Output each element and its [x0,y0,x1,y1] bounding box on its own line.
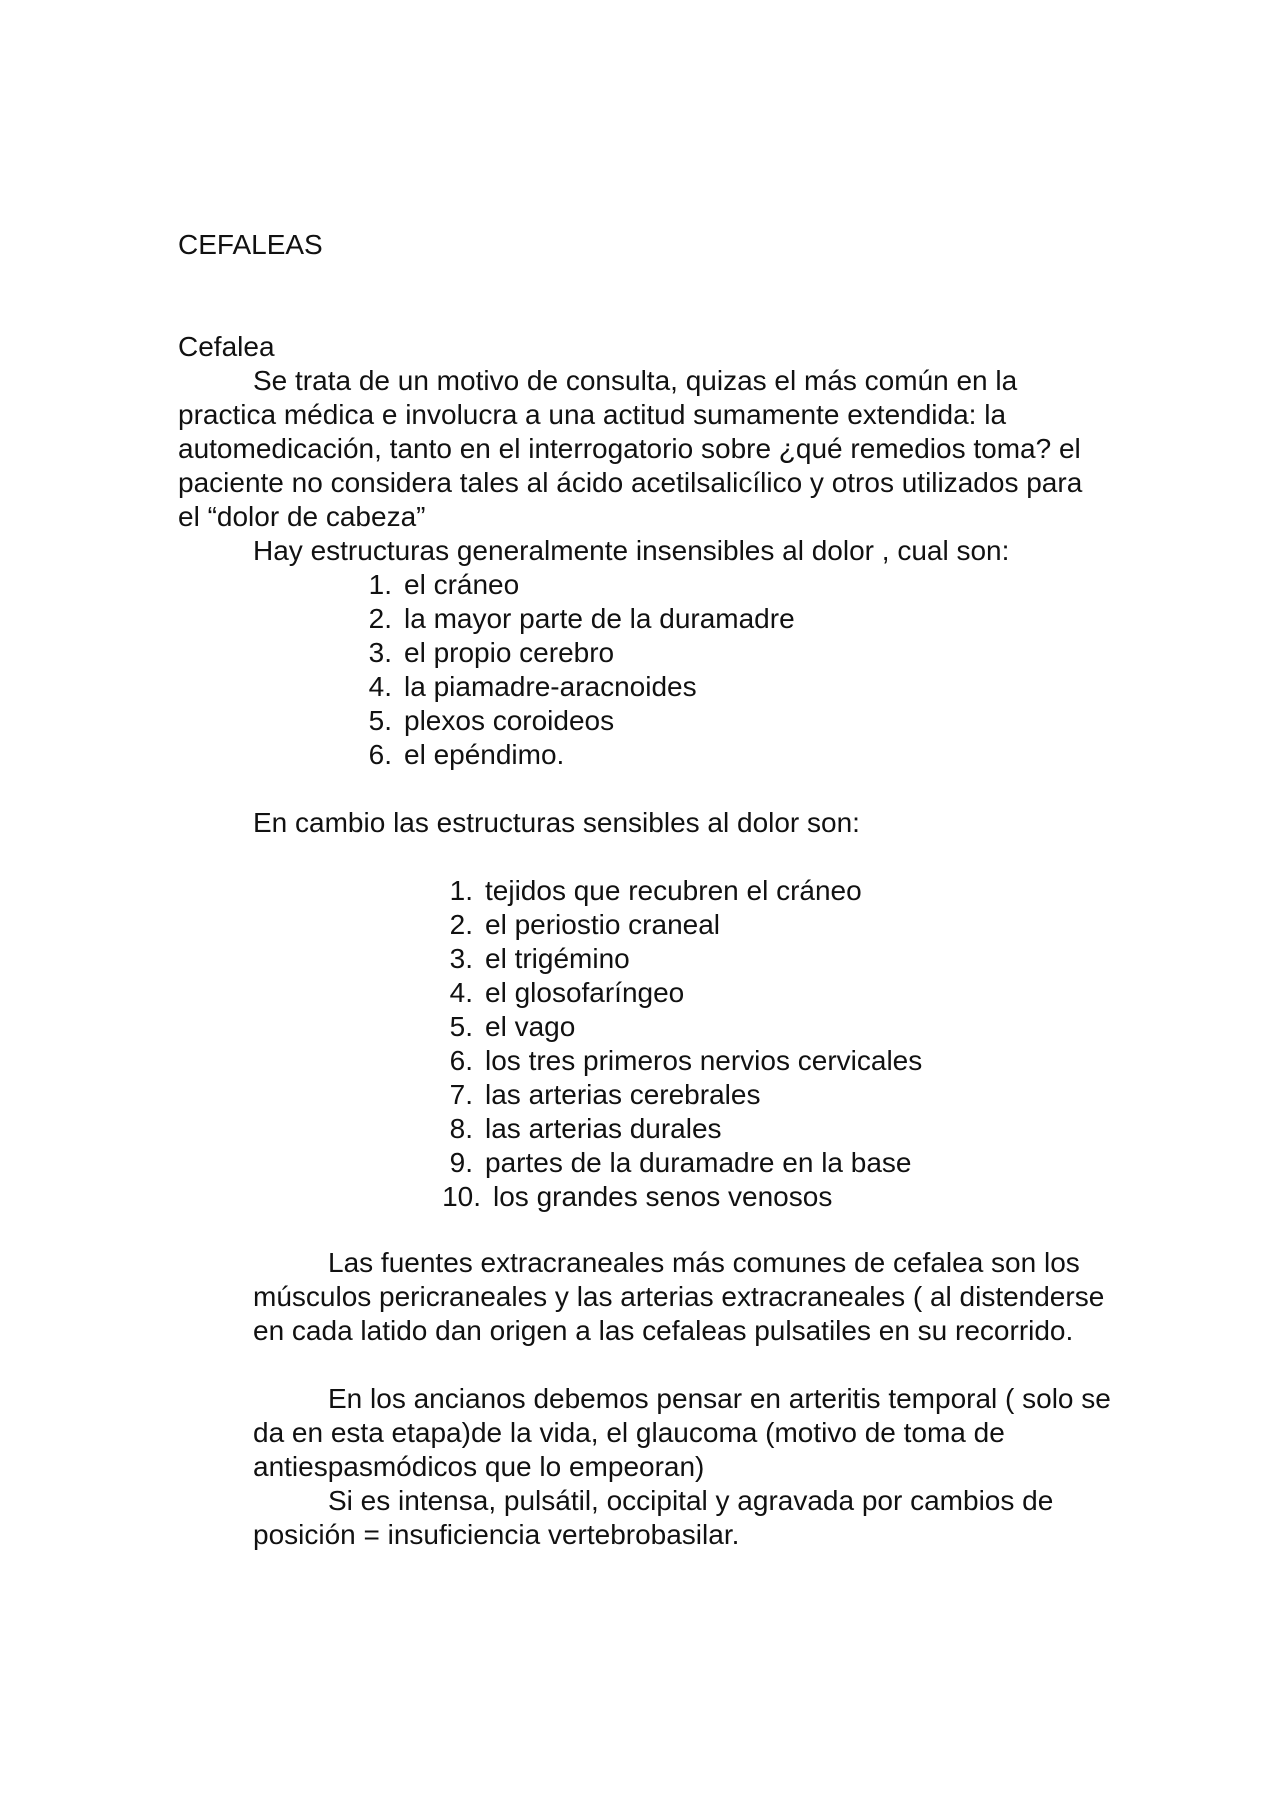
list-text: el periostio craneal [485,909,721,940]
list-text: plexos coroideos [404,705,615,736]
list-text: partes de la duramadre en la base [485,1147,912,1178]
list-number: 6. [449,1045,473,1076]
sensitive-structures-lead: En cambio las estructuras sensibles al dolor son: [253,807,860,838]
list-number: 3. [368,637,392,668]
list-item [360,636,795,670]
list-item [360,704,795,738]
list-number: 2. [368,603,392,634]
list-text: el trigémino [485,943,630,974]
list-text: el cráneo [404,569,520,600]
list-number: 1. [368,569,392,600]
list-item [441,1010,922,1044]
list-item [360,738,795,772]
list-text: la mayor parte de la duramadre [404,603,795,634]
list-number: 3. [449,943,473,974]
list-number: 1. [449,875,473,906]
insensitive-structures-lead: Hay estructuras generalmente insensibles al dolor , cual son: [253,535,1010,566]
list-number: 7. [449,1079,473,1110]
list-item [441,874,922,908]
list-number: 2. [449,909,473,940]
elderly-paragraph: En los ancianos debemos pensar en arteritis temporal ( solo se da en esta etapa)de la vida, el glaucoma (motivo de toma de antiespasmódicos que lo empeoran) [253,1383,1111,1482]
list-number: 8. [449,1113,473,1144]
list-number: 9. [449,1147,473,1178]
list-text: tejidos que recubren el cráneo [485,875,862,906]
document-title: CEFALEAS [178,229,323,260]
sensitive-structures-list [441,874,922,1214]
list-item [360,670,795,704]
list-item [441,1112,922,1146]
list-text: el epéndimo. [404,739,565,770]
list-number: 5. [449,1011,473,1042]
list-item [360,602,795,636]
list-number: 4. [368,671,392,702]
intro-paragraph: Se trata de un motivo de consulta, quizas el más común en la practica médica e involucra a una actitud sumamente extendida: la automedicación, tanto en el interrogatorio sobre ¿qué remedios toma? el paciente no considera tales al ácido acetilsalicílico y otros utilizados para el “dolor de cabeza” [178,365,1083,532]
list-number: 5. [368,705,392,736]
list-number: 6. [368,739,392,770]
list-item [441,942,922,976]
section-heading: Cefalea [178,331,275,362]
list-text: el vago [485,1011,576,1042]
vertebrobasilar-paragraph: Si es intensa, pulsátil, occipital y agravada por cambios de posición = insuficiencia vertebrobasilar. [253,1485,1054,1550]
list-text: el propio cerebro [404,637,615,668]
list-item [441,1078,922,1112]
list-item [360,568,795,602]
list-number: 10. [442,1181,481,1212]
insensitive-structures-list [360,568,795,772]
extracranial-sources-paragraph: Las fuentes extracraneales más comunes de cefalea son los músculos pericraneales y las arterias extracraneales ( al distenderse en cada latido dan origen a las cefaleas pulsatiles en su recorrido. [253,1247,1105,1346]
list-text: los tres primeros nervios cervicales [485,1045,923,1076]
list-text: la piamadre-aracnoides [404,671,697,702]
list-item [441,1146,922,1180]
list-text: los grandes senos venosos [493,1181,833,1212]
list-text: las arterias durales [485,1113,722,1144]
list-item [441,976,922,1010]
list-text: el glosofaríngeo [485,977,685,1008]
list-item [441,1180,922,1214]
list-number: 4. [449,977,473,1008]
list-item [441,1044,922,1078]
list-text: las arterias cerebrales [485,1079,761,1110]
list-item [441,908,922,942]
